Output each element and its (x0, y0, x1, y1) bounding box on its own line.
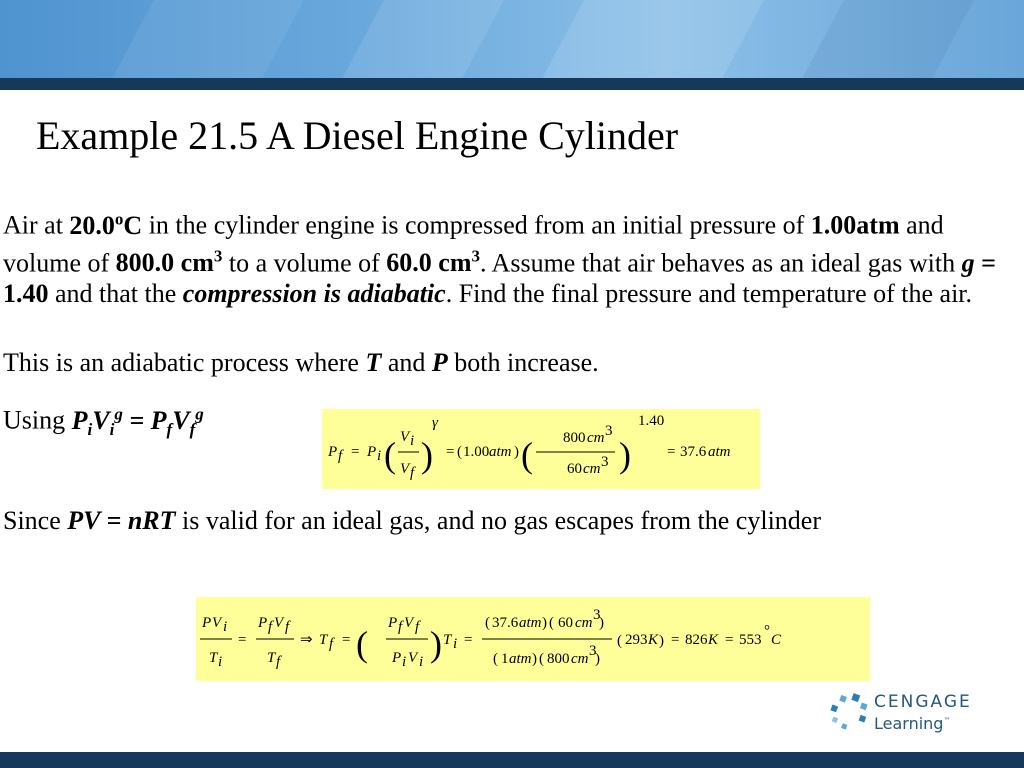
problem-statement: Air at 20.0$^o$C in the cylinder engine is compressed from an initial pressure of 1.00atm and volume of 800.0 $cm^3$ to a volume of 60.0 $cm^3$. Assume that air behaves as an ideal gas with g = 1.40 and that the compression is adiabatic. Find the final pressure and temperature of the air. (3, 209, 996, 309)
svg-text:(: ( (521, 435, 533, 475)
svg-text:cm: cm (583, 461, 601, 477)
svg-text:(: ( (617, 633, 622, 649)
svg-text:(: ( (485, 615, 490, 631)
adiabatic-relation: Using $P_iV_i^g = P_fV_f^g$ (3, 404, 204, 439)
svg-text:): ) (599, 615, 604, 631)
header-banner (0, 0, 1024, 78)
svg-text:cm: cm (575, 615, 593, 631)
ideal-gas-note: Since PV = nRT is valid for an ideal gas, and no gas escapes from the cylinder (3, 506, 821, 535)
svg-text:P: P (392, 650, 402, 666)
svg-text:atm: atm (519, 615, 542, 631)
svg-text:=: = (342, 632, 351, 648)
svg-text:cm: cm (587, 430, 605, 446)
cengage-logo-icon (828, 690, 872, 734)
svg-text:293: 293 (625, 632, 648, 648)
svg-text:f: f (268, 619, 273, 635)
svg-text:=: = (351, 444, 360, 460)
logo-subtitle: Learning™ (874, 714, 951, 733)
svg-text:V: V (408, 650, 418, 666)
svg-text:): ) (430, 624, 442, 664)
svg-text:γ: γ (432, 415, 438, 431)
svg-text:atm: atm (489, 444, 512, 460)
svg-text:i: i (419, 654, 424, 670)
svg-text:800: 800 (547, 651, 570, 667)
svg-text:T: T (267, 650, 276, 666)
svg-text:V: V (274, 615, 284, 631)
svg-text:1: 1 (501, 651, 509, 667)
svg-text:60: 60 (567, 461, 582, 477)
svg-text:atm: atm (509, 651, 532, 667)
svg-text:i: i (453, 636, 458, 652)
svg-text:(: ( (457, 444, 462, 460)
svg-text:37.6: 37.6 (680, 444, 707, 460)
svg-text:f: f (410, 465, 415, 481)
svg-text:37.6: 37.6 (492, 615, 519, 631)
svg-text:826: 826 (685, 632, 708, 648)
svg-text:V: V (400, 429, 410, 445)
svg-text:): ) (421, 435, 433, 475)
svg-text:=: = (725, 632, 734, 648)
footer-rule (0, 752, 1024, 768)
svg-text:T: T (209, 650, 218, 666)
svg-text:f: f (329, 636, 334, 652)
svg-text:1.00: 1.00 (463, 444, 490, 460)
svg-text:f: f (285, 619, 290, 635)
svg-text:=: = (238, 632, 247, 648)
svg-text:f: f (338, 448, 343, 464)
svg-text:3: 3 (593, 607, 601, 623)
svg-text:(: ( (493, 651, 498, 667)
svg-text:(: ( (539, 651, 544, 667)
svg-text:800: 800 (563, 430, 586, 446)
svg-text:i: i (402, 654, 407, 670)
svg-text:): ) (619, 435, 631, 475)
svg-text:): ) (542, 615, 547, 631)
svg-text:): ) (595, 651, 600, 667)
svg-text:i: i (410, 433, 415, 449)
svg-text:P: P (388, 615, 398, 631)
svg-text:(: ( (549, 615, 554, 631)
svg-text:(: ( (384, 435, 396, 475)
svg-text:1.40: 1.40 (638, 413, 665, 429)
svg-text:): ) (659, 633, 664, 649)
svg-text:3: 3 (601, 454, 609, 470)
svg-text:3: 3 (589, 643, 597, 659)
svg-text:i: i (223, 619, 228, 635)
svg-text:V: V (212, 615, 222, 631)
svg-text:553: 553 (739, 632, 762, 648)
svg-text:): ) (532, 651, 537, 667)
svg-text:T: T (319, 632, 328, 648)
svg-text:f: f (276, 654, 281, 670)
svg-text:f: f (398, 619, 403, 635)
svg-text:K: K (648, 632, 659, 648)
cengage-learning-logo (828, 688, 988, 740)
svg-text:⇒: ⇒ (300, 632, 313, 648)
pressure-equation (322, 409, 760, 489)
svg-text:=: = (667, 444, 676, 460)
svg-text:C: C (771, 632, 782, 648)
svg-text:f: f (415, 619, 420, 635)
svg-text:°: ° (764, 623, 770, 639)
slide-title: Example 21.5 A Diesel Engine Cylinder (36, 113, 679, 158)
svg-text:=: = (671, 632, 680, 648)
svg-text:60: 60 (558, 615, 573, 631)
svg-text:P: P (202, 615, 212, 631)
svg-text:P: P (328, 444, 338, 460)
svg-text:atm: atm (708, 444, 731, 460)
svg-text:P: P (367, 444, 377, 460)
svg-text:3: 3 (605, 423, 613, 439)
svg-text:K: K (708, 632, 719, 648)
svg-text:P: P (258, 615, 268, 631)
svg-text:i: i (377, 448, 382, 464)
svg-text:i: i (218, 654, 223, 670)
svg-text:=: = (446, 444, 455, 460)
svg-text:T: T (443, 632, 452, 648)
svg-text:(: ( (356, 624, 368, 664)
svg-text:cm: cm (571, 651, 589, 667)
svg-text:V: V (404, 615, 414, 631)
svg-text:V: V (400, 461, 410, 477)
header-rule (0, 78, 1024, 90)
process-note: This is an adiabatic process where T and P both increase. (3, 348, 599, 377)
logo-wordmark: CENGAGE (874, 692, 972, 712)
temperature-equation (196, 597, 870, 681)
svg-text:=: = (464, 632, 473, 648)
svg-text:): ) (514, 444, 519, 460)
